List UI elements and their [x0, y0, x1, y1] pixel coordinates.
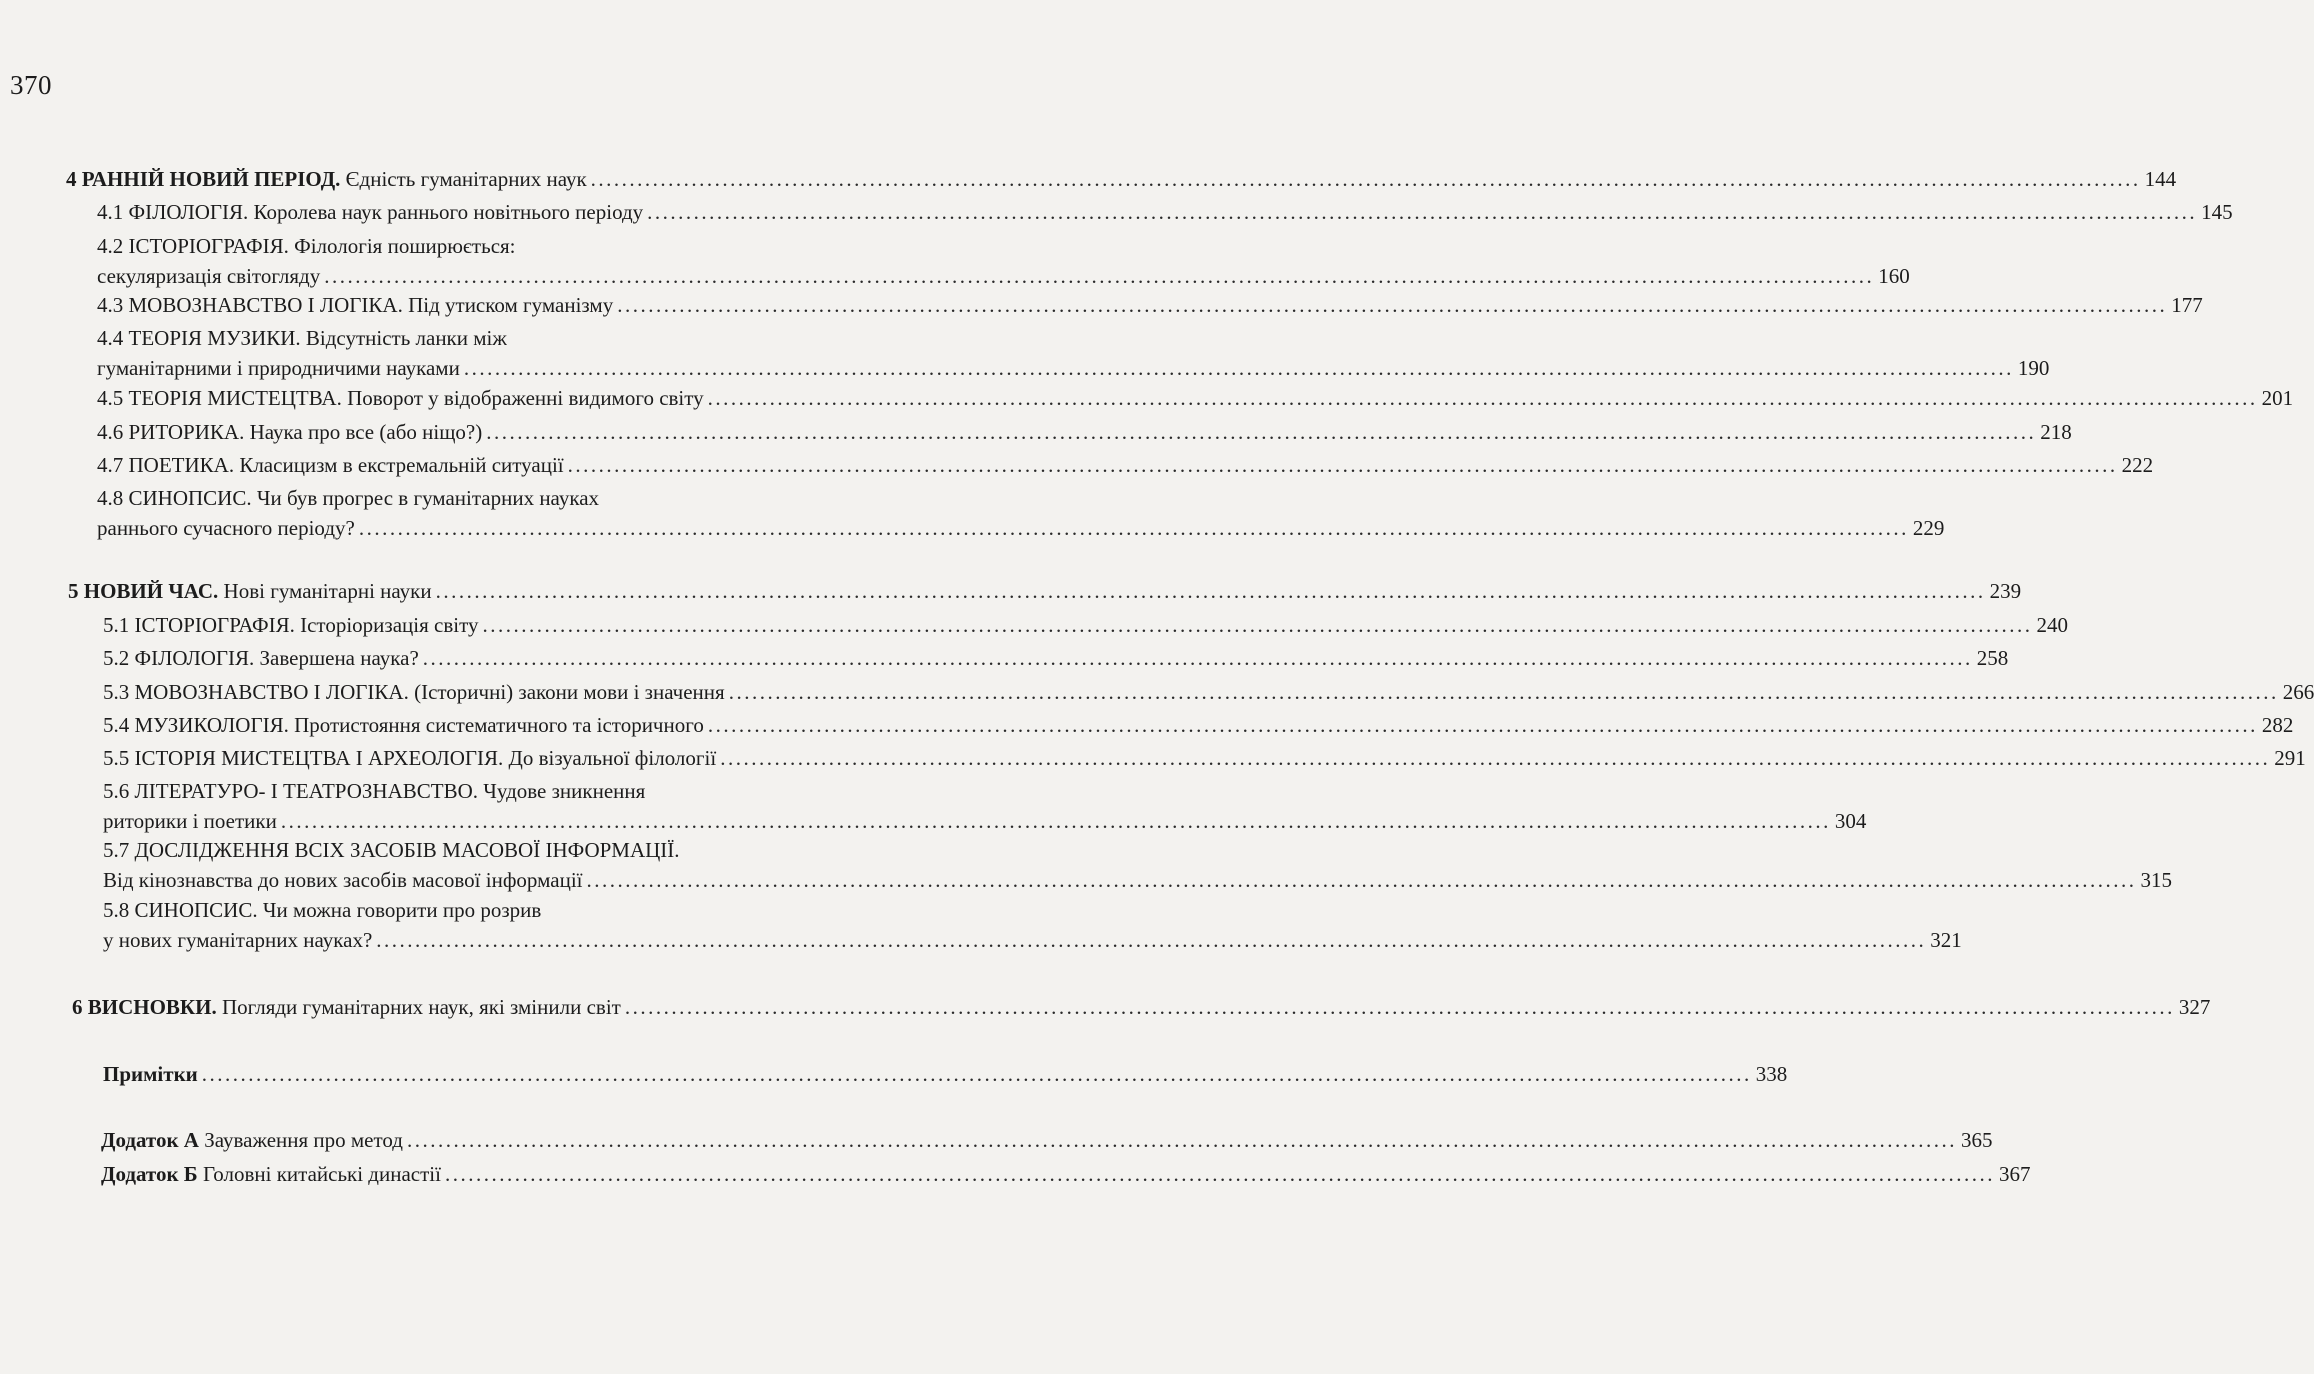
toc-entry-text: Головні китайські династії	[197, 1162, 441, 1186]
toc-entry-text: секуляризація світогляду	[97, 264, 321, 288]
dot-leader: ........................................................................................................................................................................................................	[358, 516, 1909, 540]
toc-entry-title	[97, 417, 482, 447]
dot-leader: ........................................................................................................................................................................................................	[280, 809, 1831, 833]
toc-entry-title	[72, 992, 621, 1022]
toc-entry-title	[103, 743, 716, 773]
toc-entry-text: Від кінознавства до нових засобів масової інформації	[103, 868, 583, 892]
toc-entry-title	[97, 290, 613, 320]
toc-entry-text: 4.5 ТЕОРІЯ МИСТЕЦТВА. Поворот у відображенні видимого світу	[97, 386, 704, 410]
dot-leader: ........................................................................................................................................................................................................	[617, 293, 2168, 317]
toc-entry-text: 4.3 МОВОЗНАВСТВО І ЛОГІКА. Під утиском гуманізму	[97, 293, 614, 317]
toc-entry-text: 4.6 РИТОРИКА. Наука про все (або ніщо?)	[97, 420, 483, 444]
toc-page-number: 291	[2274, 746, 2306, 770]
dot-leader: ........................................................................................................................................................................................................	[707, 386, 2258, 410]
dot-leader: ........................................................................................................................................................................................................	[482, 613, 2033, 637]
dot-leader: ........................................................................................................................................................................................................	[407, 1128, 1957, 1152]
dot-leader: ........................................................................................................................................................................................................	[590, 167, 2141, 191]
toc-page-number: 266	[2282, 680, 2314, 704]
toc-page-number: 258	[1976, 646, 2009, 670]
toc-entry-text: Зауваження про метод	[198, 1128, 403, 1152]
toc-entry-heading: 5 НОВИЙ ЧАС.	[68, 579, 219, 603]
toc-page-number: 190	[2017, 356, 2050, 380]
toc-page-number: 282	[2261, 713, 2294, 737]
dot-leader: ........................................................................................................................................................................................................	[486, 420, 2037, 444]
dot-leader: ........................................................................................................................................................................................................	[720, 746, 2271, 770]
toc-entry-heading: 4 РАННІЙ НОВИЙ ПЕРІОД.	[66, 167, 341, 191]
toc-page-number: 327	[2178, 995, 2211, 1019]
toc-entry-heading: Додаток Б	[101, 1162, 198, 1186]
toc-entry-text: гуманітарними і природничими науками	[97, 356, 460, 380]
toc-entry-title	[103, 865, 582, 895]
toc-page-number: 338	[1755, 1062, 1788, 1086]
dot-leader: ........................................................................................................................................................................................................	[463, 356, 2014, 380]
toc-entry-text: раннього сучасного періоду?	[97, 516, 355, 540]
toc-entry-first-line: 4.2 ІСТОРІОГРАФІЯ. Філологія поширюється:	[97, 234, 516, 258]
toc-page-number: 160	[1878, 264, 1910, 288]
toc-entry-first-line: 5.8 СИНОПСИС. Чи можна говорити про розрив	[103, 898, 542, 922]
toc-page-number: 145	[2201, 200, 2233, 224]
toc-entry-title	[66, 164, 587, 194]
page-number: 370	[10, 70, 52, 100]
toc-entry-title	[97, 353, 460, 383]
toc-page-number: 177	[2171, 293, 2203, 317]
toc-entry-text: 4.7 ПОЕТИКА. Класицизм в екстремальній ситуації	[97, 453, 564, 477]
toc-entry-title	[97, 383, 704, 413]
toc-entry-title	[103, 1059, 198, 1089]
toc-page-number: 222	[2121, 453, 2154, 477]
toc-entry-title	[97, 261, 320, 291]
toc-entry-title	[103, 677, 725, 707]
toc-entry-title	[97, 513, 355, 543]
dot-leader: ........................................................................................................................................................................................................	[201, 1062, 1752, 1086]
toc-entry-first-line: 5.7 ДОСЛІДЖЕННЯ ВСІХ ЗАСОБІВ МАСОВОЇ ІНФОРМАЦІЇ.	[103, 838, 680, 862]
toc-page-number: 367	[1998, 1162, 2031, 1186]
toc-entry-title	[103, 610, 478, 640]
toc-entry-text: 4.1 ФІЛОЛОГІЯ. Королева наук раннього новітнього періоду	[97, 200, 644, 224]
toc-page-number: 304	[1834, 809, 1867, 833]
toc-entry-title	[103, 925, 372, 955]
toc-entry-first-line: 5.6 ЛІТЕРАТУРО- І ТЕАТРОЗНАВСТВО. Чудове зникнення	[103, 779, 646, 803]
dot-leader: ........................................................................................................................................................................................................	[422, 646, 1973, 670]
toc-entry-text: Погляди гуманітарних наук, які змінили світ	[216, 995, 621, 1019]
toc-entry-first-line: 4.8 СИНОПСИС. Чи був прогрес в гуманітарних науках	[97, 486, 600, 510]
dot-leader: ........................................................................................................................................................................................................	[567, 453, 2118, 477]
toc-entry-text: 5.4 МУЗИКОЛОГІЯ. Протистояння систематичного та історичного	[103, 713, 704, 737]
toc-entry-title	[101, 1159, 441, 1189]
toc-entry-title	[97, 197, 643, 227]
toc-entry-text: 5.3 МОВОЗНАВСТВО І ЛОГІКА. (Історичні) закони мови і значення	[103, 680, 725, 704]
toc-page-number: 365	[1961, 1128, 1993, 1152]
dot-leader: ........................................................................................................................................................................................................	[435, 579, 1986, 603]
toc-entry-text: 5.1 ІСТОРІОГРАФІЯ. Історіоризація світу	[103, 613, 479, 637]
dot-leader: ........................................................................................................................................................................................................	[324, 264, 1875, 288]
toc-entry-heading: 6 ВИСНОВКИ.	[72, 995, 217, 1019]
dot-leader: ........................................................................................................................................................................................................	[376, 928, 1927, 952]
toc-entry-title	[103, 806, 277, 836]
toc-page-number: 239	[1989, 579, 2022, 603]
toc-entry-title	[103, 643, 419, 673]
toc-page-number: 218	[2040, 420, 2072, 444]
dot-leader: ........................................................................................................................................................................................................	[624, 995, 2175, 1019]
toc-entry-title	[68, 576, 432, 606]
toc-page-number: 229	[1912, 516, 1945, 540]
toc-entry-title	[101, 1125, 403, 1155]
dot-leader: ........................................................................................................................................................................................................	[728, 680, 2279, 704]
toc-entry-first-line: 4.4 ТЕОРІЯ МУЗИКИ. Відсутність ланки між	[97, 326, 507, 350]
dot-leader: ........................................................................................................................................................................................................	[586, 868, 2137, 892]
toc-entry-text: Нові гуманітарні науки	[218, 579, 432, 603]
toc-entry-heading: Додаток А	[101, 1128, 199, 1152]
toc-page-number: 240	[2036, 613, 2068, 637]
toc-entry-text: Єдність гуманітарних наук	[340, 167, 587, 191]
toc-entry-text: риторики і поетики	[103, 809, 277, 833]
dot-leader: ........................................................................................................................................................................................................	[647, 200, 2198, 224]
dot-leader: ........................................................................................................................................................................................................	[444, 1162, 1995, 1186]
toc-page-number: 144	[2144, 167, 2177, 191]
toc-page-number: 315	[2140, 868, 2172, 892]
toc-entry-heading: Примітки	[103, 1062, 198, 1086]
toc-page-number: 201	[2261, 386, 2294, 410]
toc-entry-text: 5.5 ІСТОРІЯ МИСТЕЦТВА І АРХЕОЛОГІЯ. До візуальної філології	[103, 746, 717, 770]
toc-entry-title	[103, 710, 704, 740]
dot-leader: ........................................................................................................................................................................................................	[707, 713, 2258, 737]
toc-entry-text: у нових гуманітарних науках?	[103, 928, 373, 952]
toc-entry-text: 5.2 ФІЛОЛОГІЯ. Завершена наука?	[103, 646, 419, 670]
toc-page-number: 321	[1930, 928, 1962, 952]
toc-entry-title	[97, 450, 564, 480]
